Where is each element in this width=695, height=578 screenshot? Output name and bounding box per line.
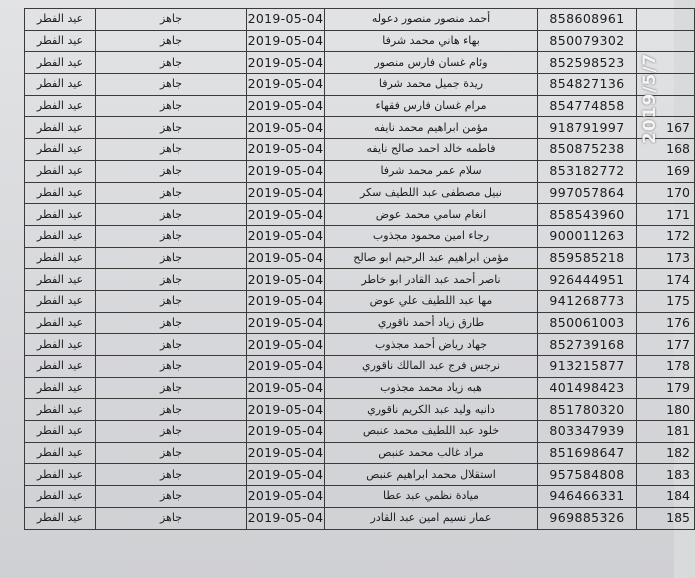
id-number-cell: 852739168 (538, 334, 637, 356)
state-cell: جاهز (96, 74, 247, 96)
state-cell: جاهز (96, 182, 247, 204)
status-cell: عيد الفطر (25, 334, 96, 356)
status-cell: عيد الفطر (25, 356, 96, 378)
state-cell: جاهز (96, 377, 247, 399)
state-cell: جاهز (96, 95, 247, 117)
state-cell: جاهز (96, 247, 247, 269)
id-number-cell: 913215877 (538, 356, 637, 378)
state-cell: جاهز (96, 269, 247, 291)
date-cell: 2019-05-04 (247, 442, 325, 464)
id-number-cell: 850061003 (538, 312, 637, 334)
state-cell: جاهز (96, 421, 247, 443)
date-cell: 2019-05-04 (247, 312, 325, 334)
sequence-cell: 185 (637, 507, 695, 529)
id-number-cell: 853182772 (538, 160, 637, 182)
name-cell: فاطمه خالد احمد صالح نايفه (325, 139, 538, 161)
name-cell: انغام سامي محمد عوض (325, 204, 538, 226)
status-cell: عيد الفطر (25, 74, 96, 96)
id-number-cell: 401498423 (538, 377, 637, 399)
date-cell: 2019-05-04 (247, 182, 325, 204)
id-number-cell: 851780320 (538, 399, 637, 421)
sequence-cell: 180 (637, 399, 695, 421)
status-cell: عيد الفطر (25, 95, 96, 117)
status-cell: عيد الفطر (25, 9, 96, 31)
sequence-cell: 179 (637, 377, 695, 399)
date-stamp: 2019/5/7 (640, 52, 660, 144)
status-cell: عيد الفطر (25, 160, 96, 182)
date-cell: 2019-05-04 (247, 464, 325, 486)
table-row (25, 95, 695, 117)
date-cell: 2019-05-04 (247, 74, 325, 96)
date-cell: 2019-05-04 (247, 356, 325, 378)
sequence-cell: 176 (637, 312, 695, 334)
status-cell: عيد الفطر (25, 182, 96, 204)
table-row (25, 117, 695, 139)
table-row (25, 507, 695, 529)
date-cell: 2019-05-04 (247, 507, 325, 529)
date-cell: 2019-05-04 (247, 30, 325, 52)
name-cell: ناصر أحمد عبد القادر ابو خاطر (325, 269, 538, 291)
table-row (25, 247, 695, 269)
state-cell: جاهز (96, 399, 247, 421)
date-cell: 2019-05-04 (247, 52, 325, 74)
state-cell: جاهز (96, 139, 247, 161)
state-cell: جاهز (96, 9, 247, 31)
date-cell: 2019-05-04 (247, 486, 325, 508)
status-cell: عيد الفطر (25, 507, 96, 529)
date-cell: 2019-05-04 (247, 290, 325, 312)
id-number-cell: 926444951 (538, 269, 637, 291)
date-cell: 2019-05-04 (247, 225, 325, 247)
state-cell: جاهز (96, 442, 247, 464)
sequence-cell: 171 (637, 204, 695, 226)
id-number-cell: 852598523 (538, 52, 637, 74)
name-cell: وئام غسان فارس منصور (325, 52, 538, 74)
table-row (25, 356, 695, 378)
date-cell: 2019-05-04 (247, 269, 325, 291)
sequence-cell: 175 (637, 290, 695, 312)
table-row (25, 421, 695, 443)
name-cell: مؤمن ابراهيم عبد الرحيم ابو صالح (325, 247, 538, 269)
table-row (25, 139, 695, 161)
state-cell: جاهز (96, 486, 247, 508)
table-row (25, 334, 695, 356)
date-cell: 2019-05-04 (247, 377, 325, 399)
sequence-cell: 168 (637, 139, 695, 161)
id-number-cell: 851698647 (538, 442, 637, 464)
id-number-cell: 858608961 (538, 9, 637, 31)
name-cell: عمار نسيم امين عبد القادر (325, 507, 538, 529)
status-cell: عيد الفطر (25, 117, 96, 139)
date-cell: 2019-05-04 (247, 95, 325, 117)
state-cell: جاهز (96, 334, 247, 356)
name-cell: سلام عمر محمد شرفا (325, 160, 538, 182)
table-row (25, 225, 695, 247)
name-cell: مها عبد اللطيف علي عوض (325, 290, 538, 312)
table-row (25, 486, 695, 508)
status-cell: عيد الفطر (25, 269, 96, 291)
table-row (25, 399, 695, 421)
name-cell: بهاء هاني محمد شرفا (325, 30, 538, 52)
name-cell: جهاد رياض أحمد مجذوب (325, 334, 538, 356)
records-table-body (25, 9, 695, 530)
status-cell: عيد الفطر (25, 30, 96, 52)
status-cell: عيد الفطر (25, 442, 96, 464)
sequence-cell: 181 (637, 421, 695, 443)
sequence-cell: 174 (637, 269, 695, 291)
name-cell: رجاء امين محمود مجذوب (325, 225, 538, 247)
name-cell: ريدة جميل محمد شرفا (325, 74, 538, 96)
name-cell: استقلال محمد ابراهيم عنبص (325, 464, 538, 486)
sequence-cell: 169 (637, 160, 695, 182)
state-cell: جاهز (96, 117, 247, 139)
status-cell: عيد الفطر (25, 312, 96, 334)
name-cell: مؤمن ابراهيم محمد نايفه (325, 117, 538, 139)
status-cell: عيد الفطر (25, 139, 96, 161)
date-cell: 2019-05-04 (247, 139, 325, 161)
sequence-cell: 177 (637, 334, 695, 356)
id-number-cell: 859585218 (538, 247, 637, 269)
table-row (25, 30, 695, 52)
table-row (25, 464, 695, 486)
name-cell: هبه زياد محمد مجذوب (325, 377, 538, 399)
state-cell: جاهز (96, 225, 247, 247)
state-cell: جاهز (96, 30, 247, 52)
name-cell: ميادة نظمي عبد عطا (325, 486, 538, 508)
date-cell: 2019-05-04 (247, 421, 325, 443)
table-row (25, 377, 695, 399)
id-number-cell: 850079302 (538, 30, 637, 52)
table-row (25, 312, 695, 334)
state-cell: جاهز (96, 356, 247, 378)
id-number-cell: 850875238 (538, 139, 637, 161)
status-cell: عيد الفطر (25, 486, 96, 508)
state-cell: جاهز (96, 52, 247, 74)
sequence-cell: 183 (637, 464, 695, 486)
status-cell: عيد الفطر (25, 247, 96, 269)
name-cell: نرجس فرج عبد المالك ناقوري (325, 356, 538, 378)
status-cell: عيد الفطر (25, 399, 96, 421)
name-cell: دانيه وليد عبد الكريم ناقوري (325, 399, 538, 421)
date-cell: 2019-05-04 (247, 9, 325, 31)
records-table (24, 8, 695, 530)
table-row (25, 442, 695, 464)
state-cell: جاهز (96, 507, 247, 529)
sequence-cell: 184 (637, 486, 695, 508)
id-number-cell: 957584808 (538, 464, 637, 486)
state-cell: جاهز (96, 160, 247, 182)
name-cell: خلود عبد اللطيف محمد عنبص (325, 421, 538, 443)
date-cell: 2019-05-04 (247, 204, 325, 226)
table-row (25, 204, 695, 226)
id-number-cell: 803347939 (538, 421, 637, 443)
status-cell: عيد الفطر (25, 52, 96, 74)
table-row (25, 52, 695, 74)
status-cell: عيد الفطر (25, 421, 96, 443)
sequence-cell: 172 (637, 225, 695, 247)
table-row (25, 9, 695, 31)
table-row (25, 74, 695, 96)
id-number-cell: 941268773 (538, 290, 637, 312)
table-row (25, 160, 695, 182)
status-cell: عيد الفطر (25, 377, 96, 399)
sequence-cell: 173 (637, 247, 695, 269)
status-cell: عيد الفطر (25, 290, 96, 312)
state-cell: جاهز (96, 464, 247, 486)
state-cell: جاهز (96, 290, 247, 312)
id-number-cell: 946466331 (538, 486, 637, 508)
id-number-cell: 969885326 (538, 507, 637, 529)
id-number-cell: 854827136 (538, 74, 637, 96)
status-cell: عيد الفطر (25, 204, 96, 226)
id-number-cell: 858543960 (538, 204, 637, 226)
name-cell: نبيل مصطفى عبد اللطيف سكر (325, 182, 538, 204)
name-cell: أحمد منصور منصور دعوله (325, 9, 538, 31)
name-cell: مراد غالب محمد عنبص (325, 442, 538, 464)
id-number-cell: 854774858 (538, 95, 637, 117)
sequence-cell: 182 (637, 442, 695, 464)
state-cell: جاهز (96, 312, 247, 334)
id-number-cell: 900011263 (538, 225, 637, 247)
date-cell: 2019-05-04 (247, 334, 325, 356)
date-cell: 2019-05-04 (247, 247, 325, 269)
status-cell: عيد الفطر (25, 225, 96, 247)
table-row (25, 290, 695, 312)
sequence-cell: 170 (637, 182, 695, 204)
status-cell: عيد الفطر (25, 464, 96, 486)
table-row (25, 269, 695, 291)
name-cell: طارق زياد أحمد ناقوري (325, 312, 538, 334)
sequence-cell: 167 (637, 117, 695, 139)
id-number-cell: 918791997 (538, 117, 637, 139)
sequence-cell: 178 (637, 356, 695, 378)
id-number-cell: 997057864 (538, 182, 637, 204)
table-row (25, 182, 695, 204)
state-cell: جاهز (96, 204, 247, 226)
date-cell: 2019-05-04 (247, 399, 325, 421)
name-cell: مرام غسان فارس فقهاء (325, 95, 538, 117)
date-cell: 2019-05-04 (247, 160, 325, 182)
date-cell: 2019-05-04 (247, 117, 325, 139)
